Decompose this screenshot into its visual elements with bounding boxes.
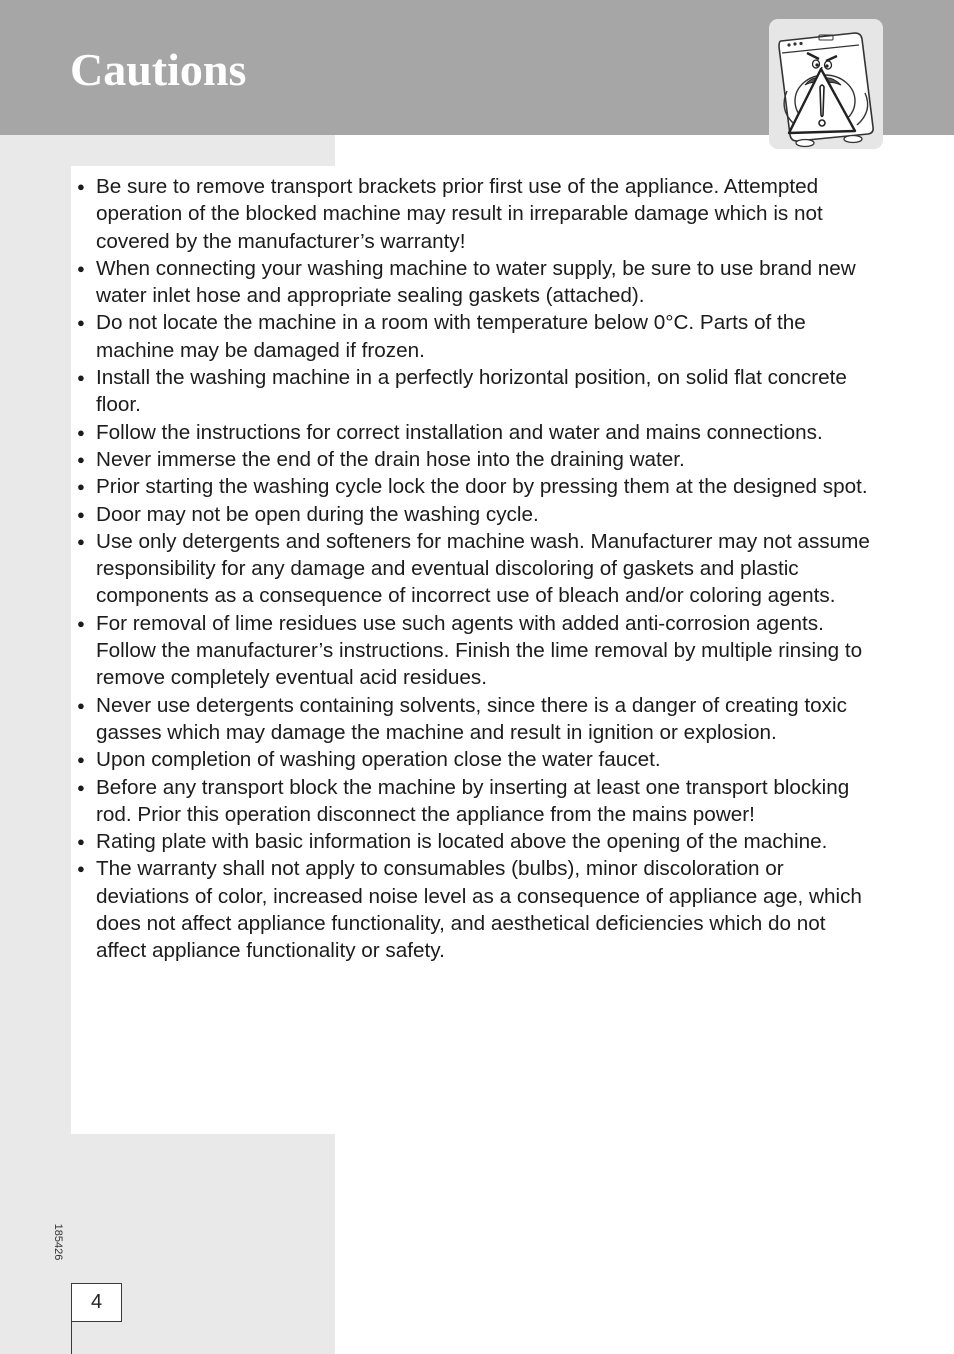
cautions-content [71,166,881,1134]
caution-item: ● Never immerse the end of the drain hose into the draining water. [71,446,881,473]
page-header [0,0,954,135]
page-number: 4 [71,1283,122,1322]
caution-item: ● Before any transport block the machine by inserting at least one transport blocking rod. Prior this operation disconnect the appliance from the mains power! [71,774,881,829]
caution-item: ● Install the washing machine in a perfectly horizontal position, on solid flat concrete floor. [71,364,881,419]
caution-item: ● Rating plate with basic information is located above the opening of the machine. [71,828,881,855]
document-code-text: 185426 [52,1223,64,1261]
angry-washing-machine-warning-icon [769,19,883,149]
document-code [48,1222,68,1262]
caution-item: ● Use only detergents and softeners for machine wash. Manufacturer may not assume responsibility for any damage and eventual discoloring of gaskets and plastic components as a consequence of incorrect use of bleach and/or coloring agents. [71,528,881,610]
caution-item: ● For removal of lime residues use such agents with added anti-corrosion agents. Follow the manufacturer’s instructions. Finish the lime removal by multiple rinsing to remove completely eventual acid residues. [71,610,881,692]
caution-item: ● Do not locate the machine in a room with temperature below 0°C. Parts of the machine may be damaged if frozen. [71,309,881,364]
caution-item: ● Door may not be open during the washing cycle. [71,501,881,528]
caution-item: ● When connecting your washing machine to water supply, be sure to use brand new water inlet hose and appropriate sealing gaskets (attached). [71,255,881,310]
page-number-divider [71,1320,72,1354]
cautions-list [71,166,881,965]
caution-item: ● Follow the instructions for correct installation and water and mains connections. [71,419,881,446]
page-title: Cautions [70,44,247,95]
caution-item: ● Prior starting the washing cycle lock the door by pressing them at the designed spot. [71,473,881,500]
caution-item: ● Be sure to remove transport brackets prior first use of the appliance. Attempted operation of the blocked machine may result in irreparable damage which is not covered by the manufacturer’s warranty! [71,173,881,255]
caution-item: ● Never use detergents containing solvents, since there is a danger of creating toxic gasses which may damage the machine and result in ignition or explosion. [71,692,881,747]
caution-item: ● Upon completion of washing operation close the water faucet. [71,746,881,773]
caution-item: ● The warranty shall not apply to consumables (bulbs), minor discoloration or deviations of color, increased noise level as a consequence of appliance age, which does not affect appliance functionality, and aesthetical deficiencies which do not affect appliance functionality or safety. [71,855,881,964]
